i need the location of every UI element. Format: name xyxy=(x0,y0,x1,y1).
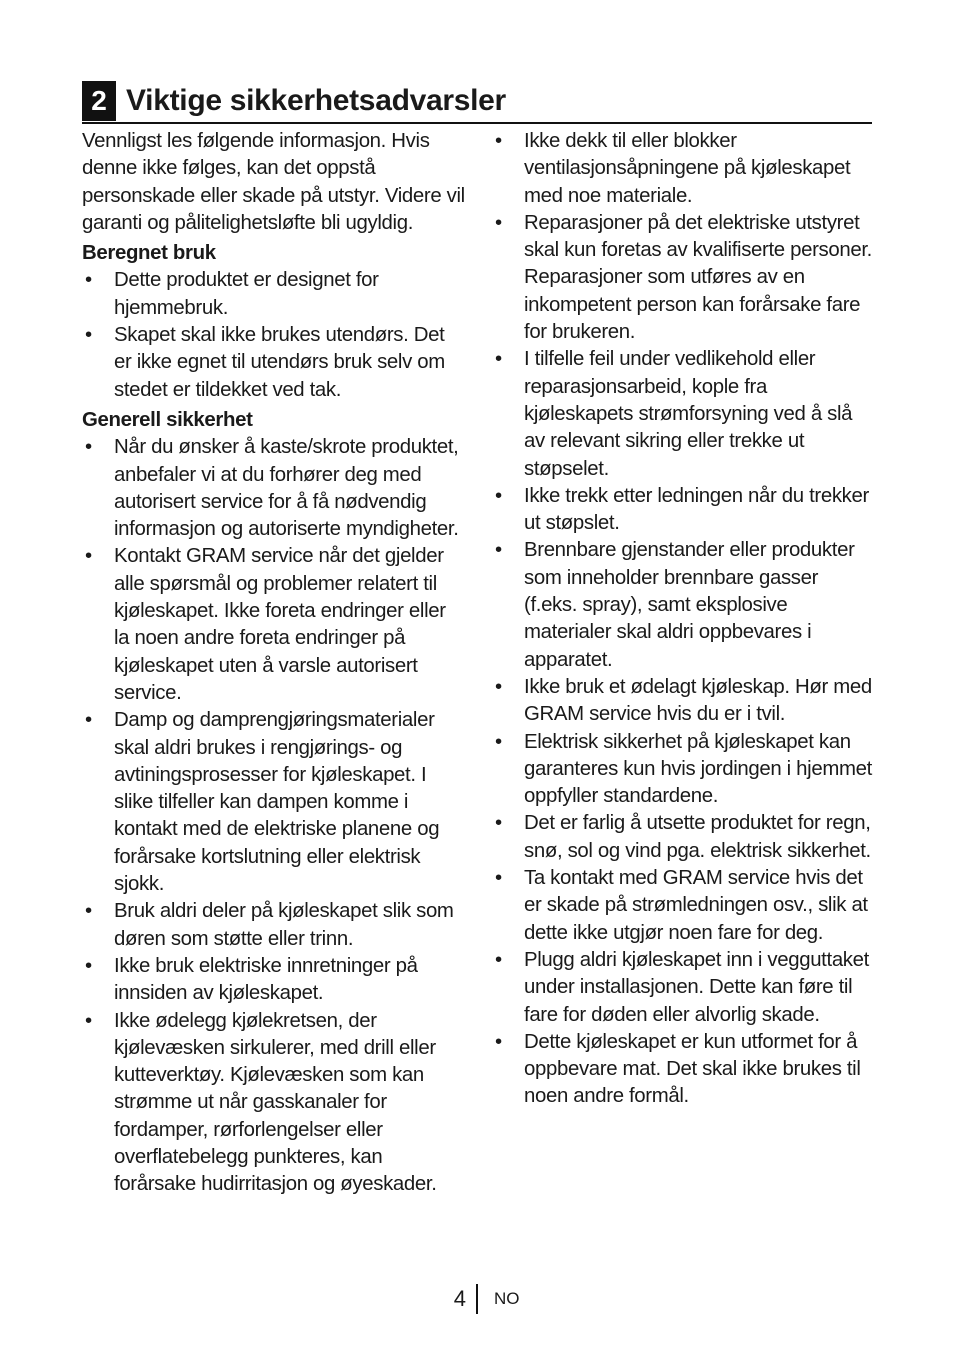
list-item: • Ikke ødelegg kjølekretsen, der kjølevæsken sirkulerer, med drill eller kutteverktøy. Kjølevæsken som kan strømme ut når gasskanaler for fordamper, rørforlengelser eller overflatebelegg punkteres, kan forårsake hudirritasjon og øyeskader. xyxy=(82,1008,466,1199)
general-safety-list-continued xyxy=(492,128,874,1111)
list-item: • Det er farlig å utsette produktet for regn, snø, sol og vind pga. elektrisk sikkerhet. xyxy=(492,810,874,865)
left-column xyxy=(82,128,466,1199)
page-footer xyxy=(448,1284,520,1314)
list-item: • Kontakt GRAM service når det gjelder alle spørsmål og problemer relatert til kjøleskapet. Ikke foreta endringer eller la noen andre foreta endringer på kjøleskapet uten å varsle autorisert service. xyxy=(82,543,466,707)
list-item: • I tilfelle feil under vedlikehold eller reparasjonsarbeid, kople fra kjøleskapets strømforsyning ved å slå av relevant sikring eller trekke ut støpselet. xyxy=(492,346,874,482)
language-code: NO xyxy=(494,1289,520,1308)
list-item: • Brennbare gjenstander eller produkter som inneholder brennbare gasser (f.eks. spray), samt eksplosive materialer skal aldri oppbevares i apparatet. xyxy=(492,537,874,673)
list-item: • Ikke bruk elektriske innretninger på innsiden av kjøleskapet. xyxy=(82,953,466,1008)
list-item: • Dette kjøleskapet er kun utformet for å oppbevare mat. Det skal ikke brukes til noen andre formål. xyxy=(492,1029,874,1111)
footer-divider xyxy=(476,1284,478,1314)
list-item: • Bruk aldri deler på kjøleskapet slik som døren som støtte eller trinn. xyxy=(82,898,466,953)
chapter-number-badge: 2 xyxy=(82,81,116,121)
list-item: • Ikke bruk et ødelagt kjøleskap. Hør med GRAM service hvis du er i tvil. xyxy=(492,674,874,729)
list-item: • Plugg aldri kjøleskapet inn i vegguttaket under installasjonen. Dette kan føre til fare for døden eller alvorlig skade. xyxy=(492,947,874,1029)
general-safety-list xyxy=(82,434,466,1198)
section-heading-general-safety: Generell sikkerhet xyxy=(82,408,253,431)
list-item: • Dette produktet er designet for hjemmebruk. xyxy=(82,267,466,322)
page-number: 4 xyxy=(453,1286,466,1311)
list-item: • Reparasjoner på det elektriske utstyret skal kun foretas av kvalifiserte personer. Reparasjoner som utføres av en inkompetent person kan forårsake fare for brukeren. xyxy=(492,210,874,346)
section-heading-intended-use: Beregnet bruk xyxy=(82,242,216,265)
chapter-header xyxy=(82,80,872,124)
intended-use-list xyxy=(82,267,466,403)
right-column xyxy=(492,128,874,1111)
intro-paragraph: Vennligst les følgende informasjon. Hvis denne ikke følges, kan det oppstå personskade eller skade på utstyr. Videre vil garanti og pålitelighetsløfte bli ugyldig. xyxy=(82,130,465,234)
list-item: • Ikke dekk til eller blokker ventilasjonsåpningene på kjøleskapet med noe materiale. xyxy=(492,128,874,210)
list-item: • Elektrisk sikkerhet på kjøleskapet kan garanteres kun hvis jordingen i hjemmet oppfyller standardene. xyxy=(492,729,874,811)
list-item: • Ta kontakt med GRAM service hvis det er skade på strømledningen osv., slik at dette ikke utgjør noen fare for deg. xyxy=(492,865,874,947)
chapter-title: Viktige sikkerhetsadvarsler xyxy=(126,84,506,117)
list-item: • Ikke trekk etter ledningen når du trekker ut støpslet. xyxy=(492,483,874,538)
list-item: • Damp og damprengjøringsmaterialer skal aldri brukes i rengjørings- og avtiningsprosesser for kjøleskapet. I slike tilfeller kan dampen komme i kontakt med de elektriske planene og forårsake kortslutning eller elektrisk sjokk. xyxy=(82,707,466,898)
list-item: • Når du ønsker å kaste/skrote produktet, anbefaler vi at du forhører deg med autorisert service for å få nødvendig informasjon og autoriserte myndigheter. xyxy=(82,434,466,543)
list-item: • Skapet skal ikke brukes utendørs. Det er ikke egnet til utendørs bruk selv om stedet er tildekket ved tak. xyxy=(82,322,466,404)
